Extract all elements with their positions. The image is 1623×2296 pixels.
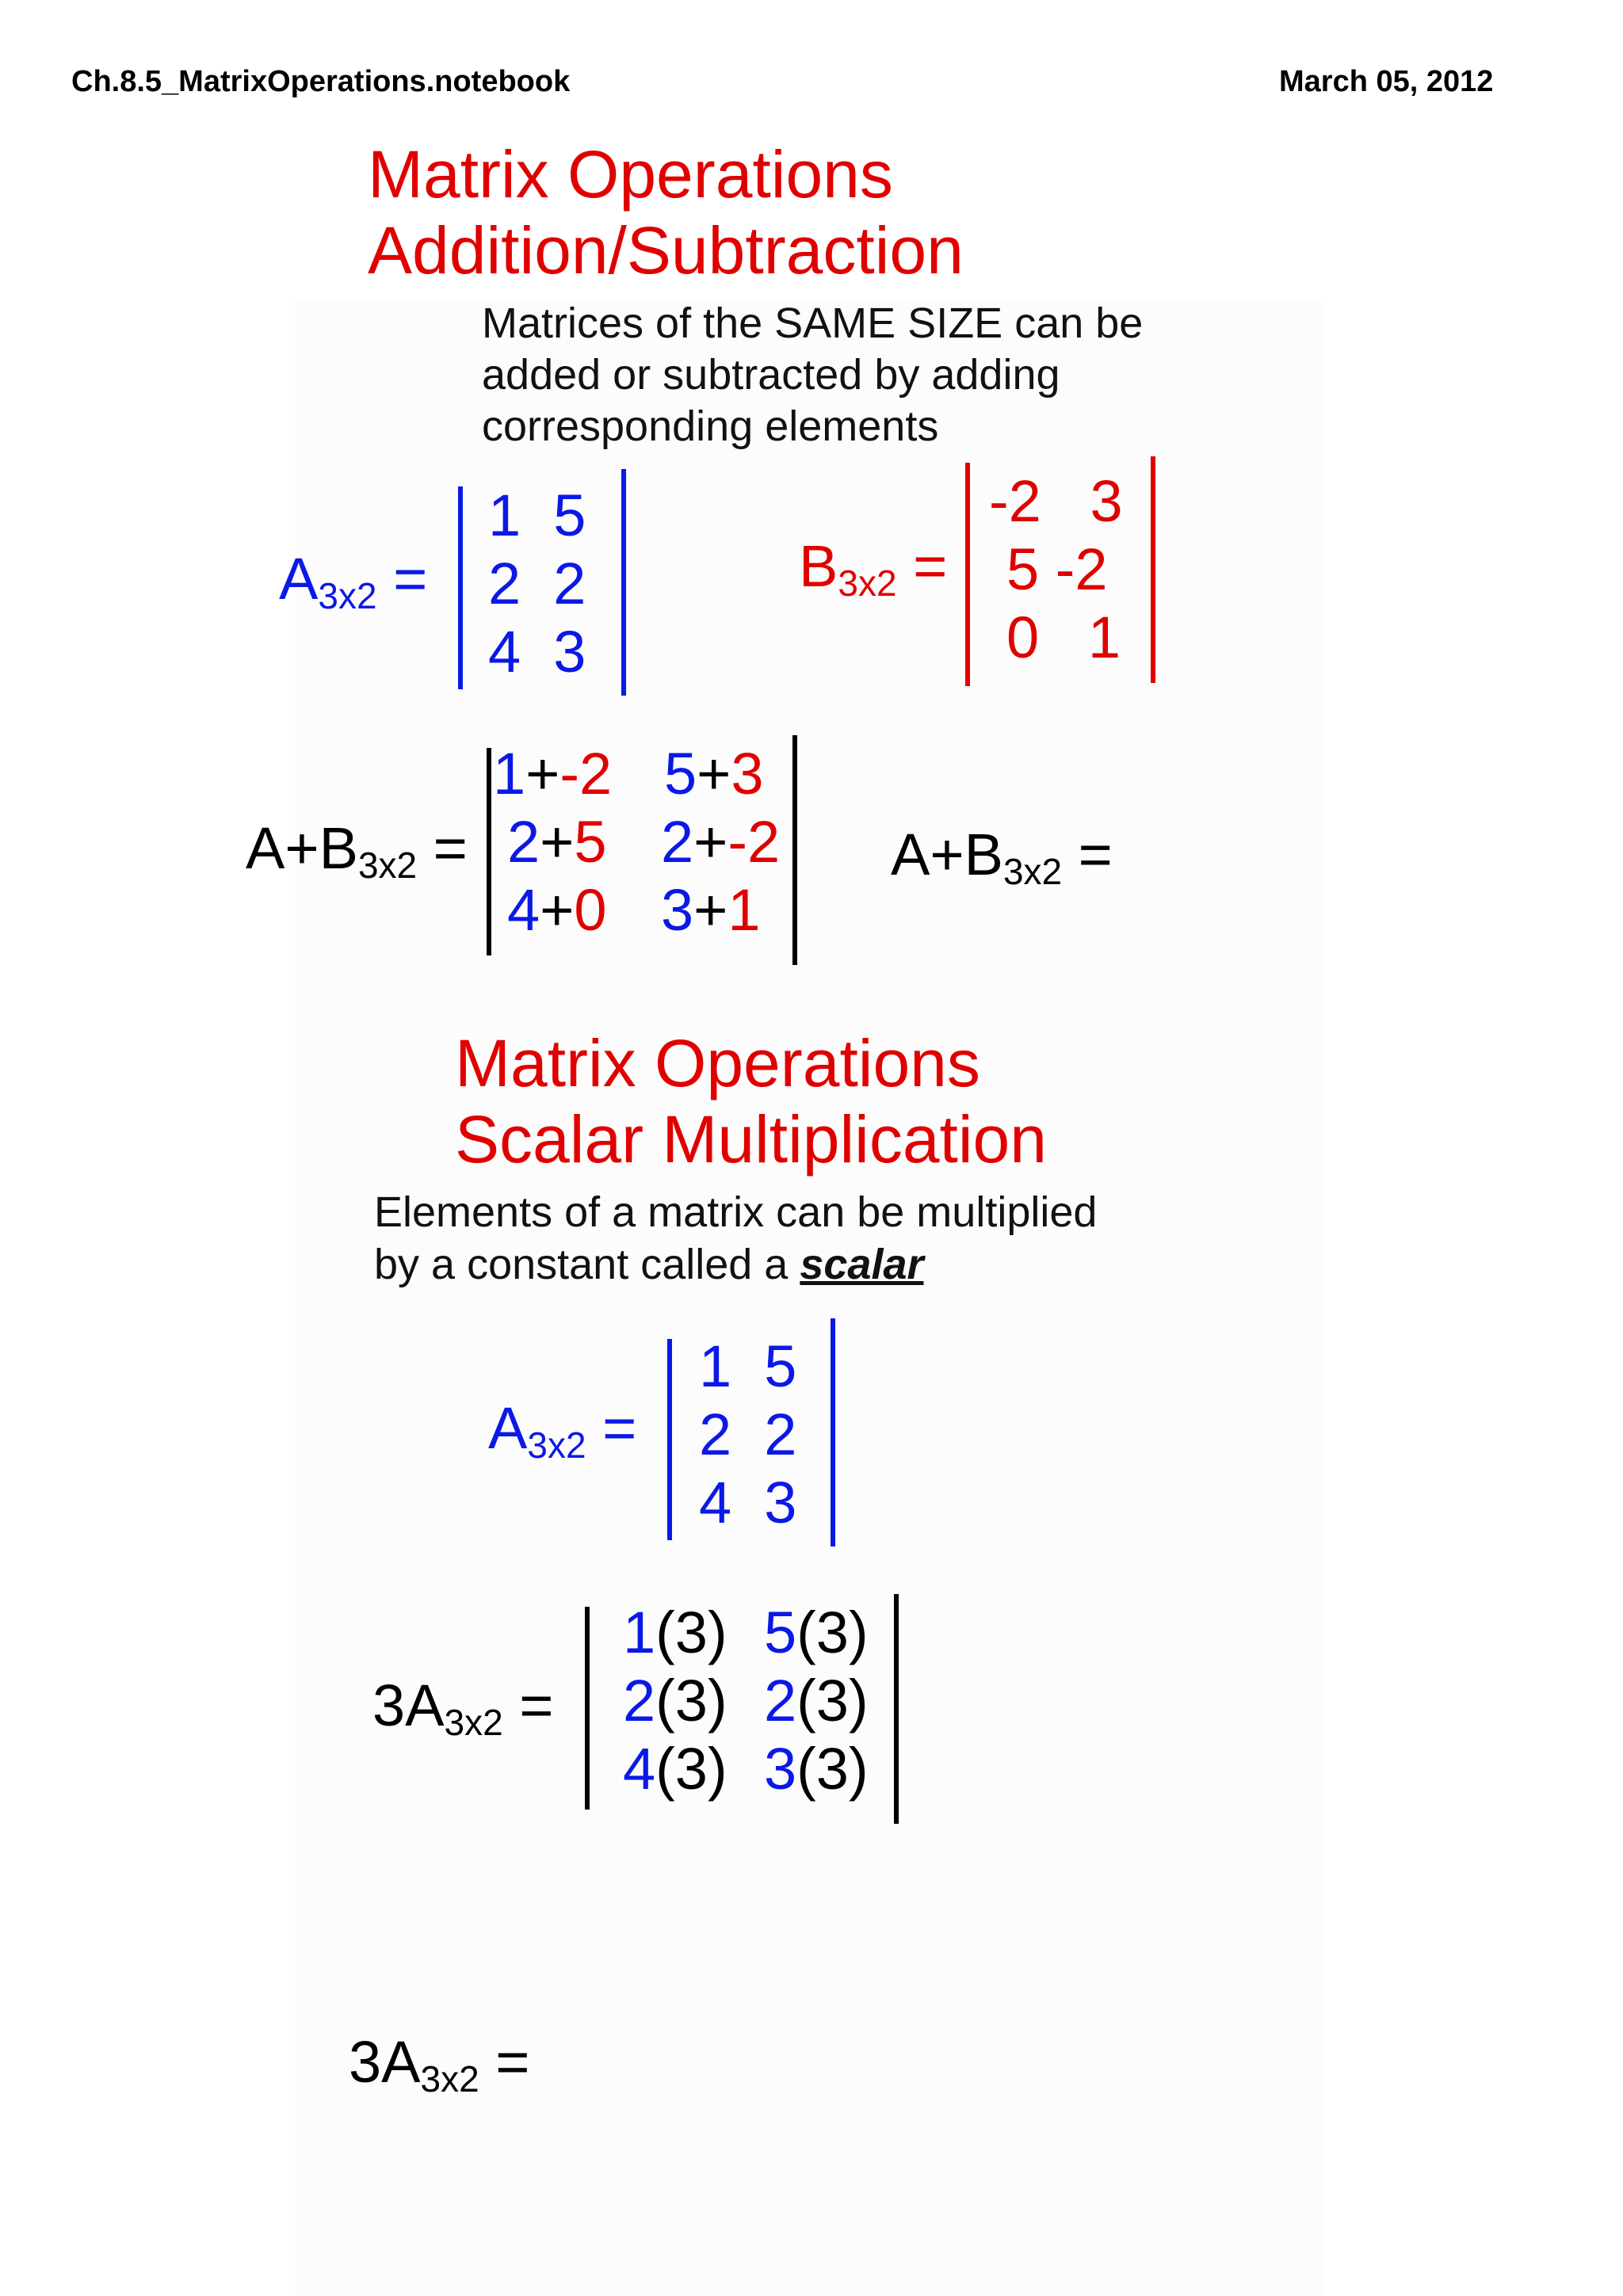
sum-matrix-row: 4+0 xyxy=(507,877,607,943)
product-result-label: $3A_{3x2}$ = xyxy=(349,2029,530,2100)
matrix-b-right-bracket xyxy=(1151,456,1155,683)
product-matrix-row: 1(3) xyxy=(623,1600,727,1665)
page-date: March 05, 2012 xyxy=(1279,65,1494,98)
scalar-term: scalar xyxy=(800,1241,924,1288)
notebook-filename: Ch.8.5_MatrixOperations.notebook xyxy=(71,65,571,98)
section2-title-line1: Matrix Operations xyxy=(455,1026,980,1100)
sum-result-label: $A+B_{3x2}$ = xyxy=(891,822,1113,892)
matrix-a2-left-bracket xyxy=(667,1339,672,1540)
product-matrix-row: 2(3) xyxy=(623,1668,727,1733)
sum-matrix-row: 3+1 xyxy=(661,877,761,943)
matrix-b-left-bracket xyxy=(965,463,970,686)
product-label: $3A_{3x2}$ = xyxy=(372,1672,554,1743)
section2-desc-line1: Elements of a matrix can be multiplied xyxy=(374,1188,1098,1236)
matrix-b-row: 0 1 xyxy=(1006,605,1121,670)
section1-title-line1: Matrix Operations xyxy=(368,137,893,212)
product-matrix-row: 4(3) xyxy=(623,1736,727,1802)
matrix-a-right-bracket xyxy=(621,469,626,696)
section2-title-line2: Scalar Multiplication xyxy=(455,1102,1047,1177)
product-matrix-right-bracket xyxy=(894,1594,899,1824)
matrix-b-row: 5 -2 xyxy=(1006,536,1108,602)
sum-matrix-right-bracket xyxy=(792,735,797,965)
product-matrix-left-bracket xyxy=(585,1607,590,1810)
sum-matrix-left-bracket xyxy=(487,748,491,955)
sum-matrix-row: 2+5 xyxy=(507,809,607,875)
matrix-a2-row: 2 2 xyxy=(699,1402,797,1467)
matrix-a2-row: 4 3 xyxy=(699,1470,797,1535)
section1-desc-line1: Matrices of the SAME SIZE can be xyxy=(482,299,1144,347)
matrix-a-row: 4 3 xyxy=(488,619,586,685)
matrix-a2-row: 1 5 xyxy=(699,1333,797,1399)
section2-desc-line2: by a constant called a scalar xyxy=(374,1241,924,1288)
product-matrix-row: 3(3) xyxy=(764,1736,869,1802)
matrix-b-row: -2 3 xyxy=(989,468,1123,534)
matrix-a2-label: $A_{3x2}$ = xyxy=(488,1395,637,1466)
sum-matrix-row: 2+-2 xyxy=(661,809,781,875)
matrix-b-label: $B_{3x2}$ = xyxy=(799,533,948,604)
product-matrix-row: 2(3) xyxy=(764,1668,869,1733)
matrix-a-row: 2 2 xyxy=(488,551,586,616)
matrix-a-left-bracket xyxy=(458,486,463,689)
sum-matrix-row: 5+3 xyxy=(664,741,764,807)
matrix-a-label: $A_{3x2}$ = xyxy=(279,546,428,616)
section1-desc-line3: corresponding elements xyxy=(482,402,939,450)
matrix-a-row: 1 5 xyxy=(488,482,586,548)
sum-matrix-row: 1+-2 xyxy=(493,741,613,807)
section1-desc-line2: added or subtracted by adding xyxy=(482,351,1060,399)
product-matrix-row: 5(3) xyxy=(764,1600,869,1665)
sum-label: $A+B_{3x2}$ = xyxy=(246,815,468,886)
section1-title-line2: Addition/Subtraction xyxy=(368,213,964,288)
matrix-a2-right-bracket xyxy=(831,1318,835,1547)
